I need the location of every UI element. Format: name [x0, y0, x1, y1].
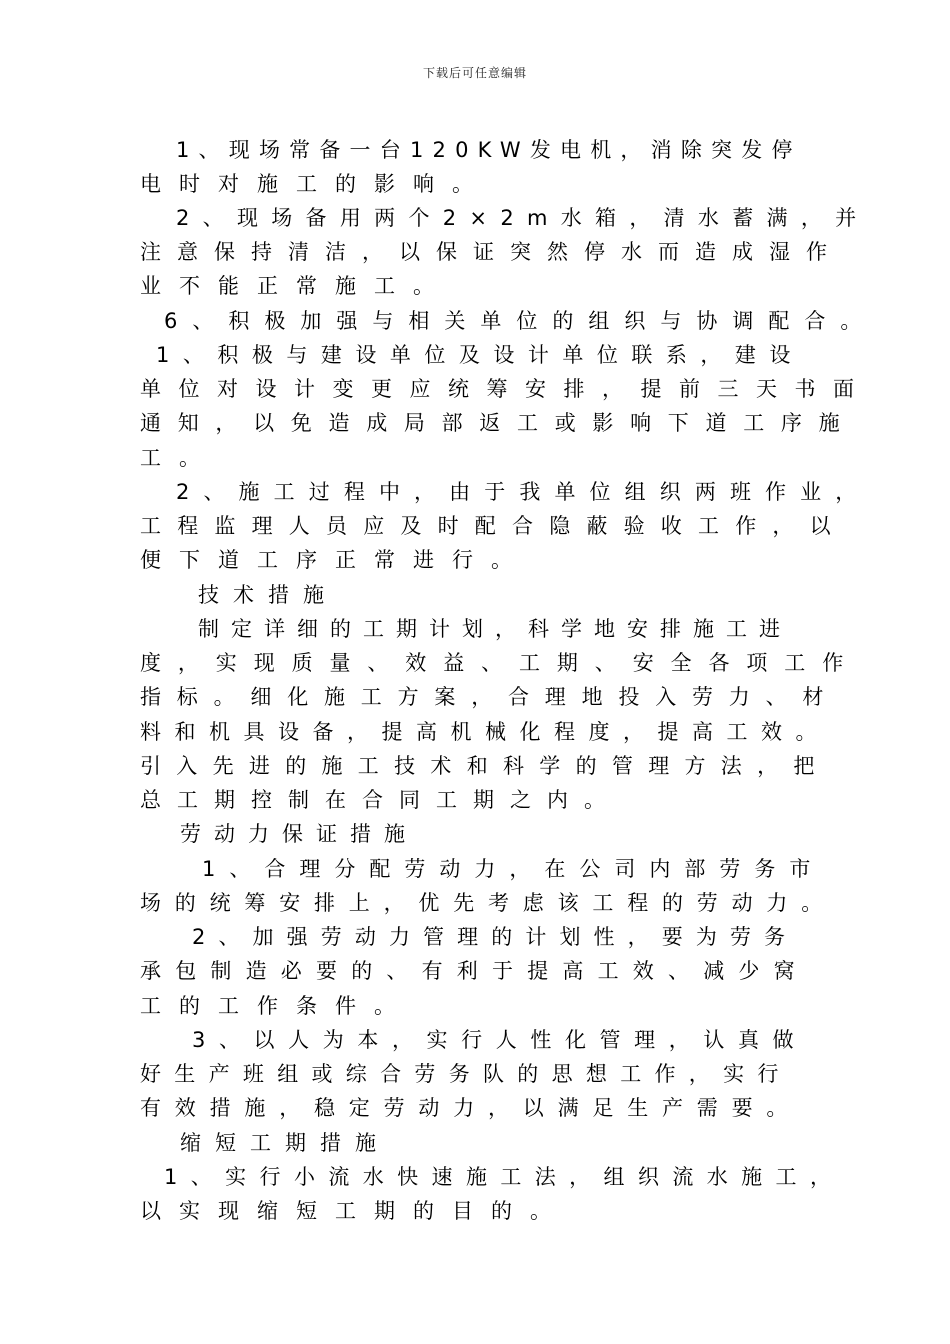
text-line: 料和机具设备，提高机械化程度，提高工效。: [140, 720, 830, 744]
section-heading: 技术措施: [198, 583, 338, 607]
text-line: 以实现缩短工期的目的。: [140, 1199, 569, 1223]
text-line: 1、实行小流水快速施工法，组织流水施工，: [164, 1165, 845, 1189]
text-line: 通知，以免造成局部返工或影响下道工序施: [140, 411, 857, 435]
text-line: 注意保持清洁，以保证突然停水而造成湿作: [140, 240, 843, 264]
text-line: 电时对施工的影响。: [140, 172, 491, 196]
text-line: 2、现场备用两个2×2m水箱，清水蓄满，并: [176, 206, 870, 230]
text-line: 指标。细化施工方案，合理地投入劳力、材: [140, 685, 840, 709]
text-line: 好生产班组或综合劳务队的思想工作，实行: [140, 1062, 792, 1086]
text-line: 引入先进的施工技术和科学的管理方法，把: [140, 754, 830, 778]
text-line: 工程监理人员应及时配合隐蔽验收工作，以: [140, 514, 847, 538]
page-header: 下载后可任意编辑: [422, 66, 527, 80]
text-line: 度，实现质量、效益、工期、安全各项工作: [140, 651, 861, 675]
text-line: 单位对设计变更应统筹安排，提前三天书面: [140, 377, 872, 401]
text-line: 便下道工序正常进行。: [140, 548, 530, 572]
text-line: 工的工作条件。: [140, 994, 413, 1018]
text-line: 工。: [140, 446, 218, 470]
text-line: 1、合理分配劳动力，在公司内部劳务市: [202, 857, 825, 881]
text-line: 1、积极与建设单位及设计单位联系，建设: [156, 343, 804, 367]
text-line: 制定详细的工期计划，科学地安排施工进: [198, 617, 792, 641]
text-line: 业不能正常施工。: [140, 274, 452, 298]
text-line: 总工期控制在合同工期之内。: [140, 788, 621, 812]
text-line: 场的统筹安排上，优先考虑该工程的劳动力。: [140, 891, 836, 915]
text-line: 2、施工过程中，由于我单位组织两班作业，: [176, 480, 871, 504]
text-line: 承包制造必要的、有利于提高工效、减少窝: [140, 959, 809, 983]
text-line: 有效措施，稳定劳动力，以满足生产需要。: [140, 1096, 802, 1120]
text-line: 3、以人为本，实行人性化管理，认真做: [192, 1028, 808, 1052]
section-heading: 缩短工期措施: [180, 1131, 390, 1155]
text-line: 2、加强劳动力管理的计划性，要为劳务: [192, 925, 799, 949]
text-line: 1、现场常备一台120KW发电机，消除突发停: [176, 138, 802, 162]
section-heading: 劳动力保证措施: [180, 822, 418, 846]
text-line: 6、积极加强与相关单位的组织与协调配合。: [164, 309, 877, 333]
